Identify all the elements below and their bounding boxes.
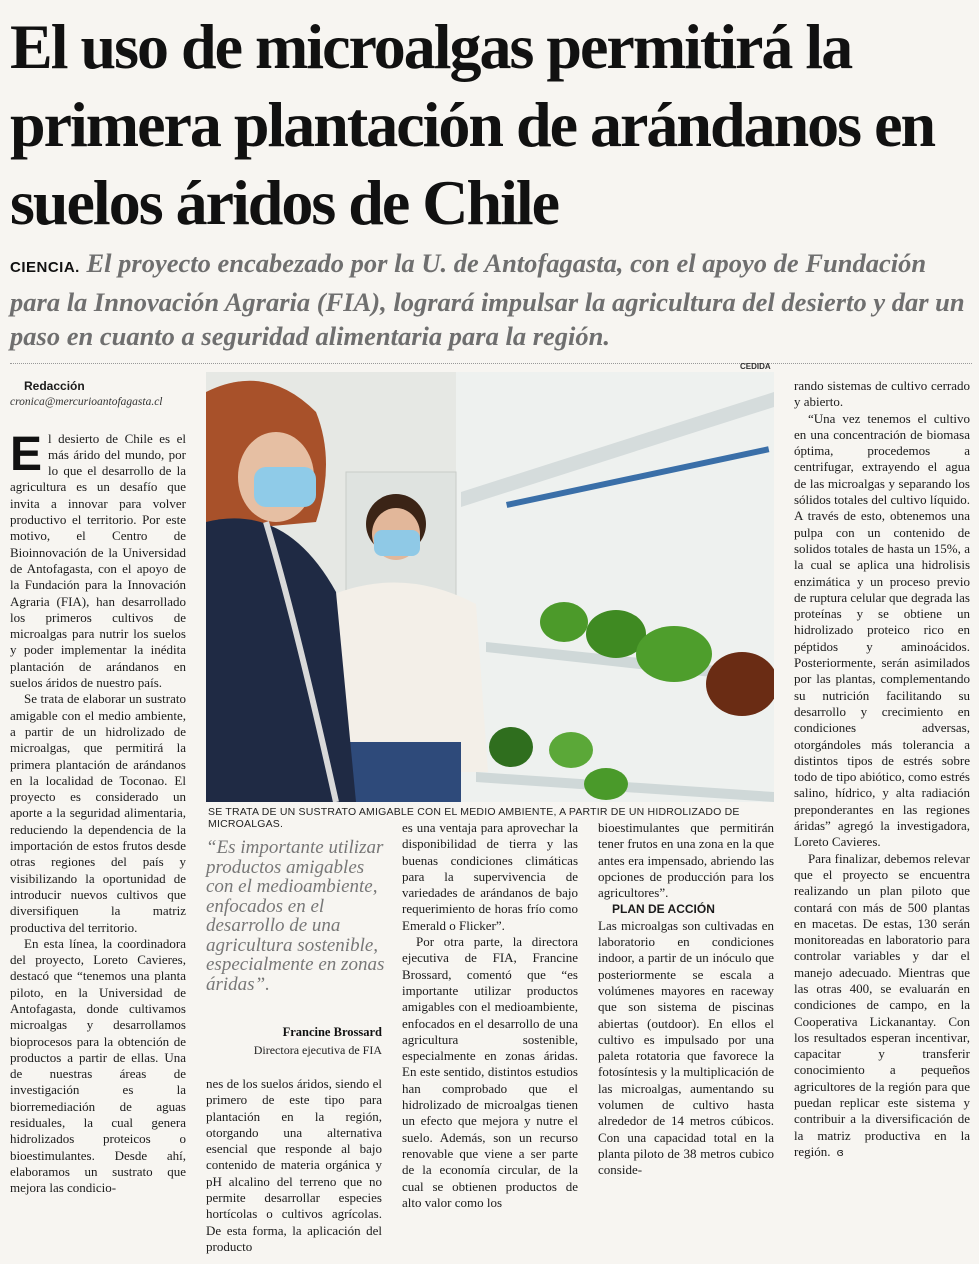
- paragraph: nes de los suelos áridos, siendo el primero de este tipo para plantación en la región, otorgando una alternativa esencial que responde al bajo contenido de materia orgánica y pH alcalino del terreno que no permite desarrollar especies hortícolas o cultivos agrícolas. De esta forma, la aplicación del producto: [206, 1076, 382, 1254]
- drop-cap: E: [10, 427, 43, 481]
- column-3: [402, 820, 578, 1211]
- paragraph-text: Para finalizar, debemos relevar que el proyecto se encuentra realizando un plan piloto que contará con más de 500 plantas en macetas. De estas, 130 serán monitoreadas en laboratorio para controlar variables y dar el manejo adecuado. Mientras que las otras 400, se evaluarán en condiciones de campo, en la Cooperativa Lickanantay. Con los resultados esperan incentivar, capacitar y transferir conocimiento a pequeños agricultores de la región para que puedan replicar este sistema y contribuir a la diversificación de la matriz productiva en la región.: [794, 850, 970, 1159]
- column-4: [598, 820, 774, 1179]
- pull-quote: “Es importante utilizar productos amigables con el medioambiente, enfocados en el desarrollo de una agricultura sostenible, especialmente en zonas áridas”.: [206, 837, 385, 995]
- paragraph-text: l desierto de Chile es el más árido del mundo, por lo que el desarrollo de la agricultura es un desafío que invita a innovar para volver productivo el territorio. Por este motivo, el Centro de Bioinnovación de la Universidad de Antofagasta, con el apoyo de la Fundación para la Innovación Agraria (FIA), han desarrollado los primeros cultivos de microalgas para nutrir los suelos y poder implementar la inédita plantación de arándanos en suelos áridos de nuestro país.: [10, 430, 186, 691]
- byline-author: Redacción: [24, 379, 85, 393]
- paragraph: es una ventaja para aprovechar la disponibilidad de tierra y las buenas condiciones climáticas para la supervivencia de variedades de arándanos de bajo requerimiento de horas frío como Emerald o Flicker”.: [402, 820, 578, 933]
- paragraph: “Una vez tenemos el cultivo en una concentración de biomasa óptima, procedemos a centrifugar, extrayendo el agua de las microalgas y separando los sólidos totales del cultivo líquido. A través de esto, obtenemos una pulpa con un contenido de solidos totales de hasta un 15%, a la cual se aplica una hidrolisis enzimática y un proceso previo de ruptura celular que degrada las proteínas y se obtiene un hidrolizado proteico rico en péptidos y aminoácidos. Posteriormente, serán asimilados por las plantas, complementando su nutrición facilitando su desarrollo y crecimiento en condiciones adversas, otorgándoles más tolerancia a distintos tipos de estrés sobre todo de tipo abiótico, como estrés salino, hídrico, y alta radiación preponderantes en las regiones áridas” agregó la investigadora, Loreto Cavieres.: [794, 410, 970, 850]
- section-kicker: CIENCIA.: [10, 259, 80, 276]
- paragraph: Por otra parte, la directora ejecutiva de FIA, Francine Brossard, comentó que “es importante utilizar productos amigables con el medioambiente, enfocados en el desarrollo de una agricultura sostenible, especialmente en zonas áridas. En este sentido, distintos estudios han comprobado que el hidrolizado de microalgas tienen un efecto que mejora y nutre el suelo. Además, son un recurso renovable que viene a ser parte de la economía circular, de la cual se obtienen productos de alto valor como los: [402, 934, 578, 1210]
- pull-quote-role: Directora ejecutiva de FIA: [253, 1043, 382, 1057]
- deck-text: El proyecto encabezado por la U. de Antofagasta, con el apoyo de Fundación para la Innovación Agraria (FIA), logrará impulsar la agricultura del desierto y dar un paso en cuanto a seguridad alimentaria para la región.: [10, 248, 965, 351]
- deck: [10, 246, 970, 353]
- column-1: [10, 378, 186, 1197]
- pull-quote-author: Francine Brossard: [282, 1025, 382, 1039]
- end-mark-icon: ɞ: [836, 1145, 844, 1159]
- subheading: PLAN DE ACCIÓN: [612, 902, 715, 917]
- column-5: [794, 378, 970, 1161]
- paragraph: [794, 851, 970, 1162]
- lab-scene-illustration: [206, 372, 774, 802]
- byline-email: cronica@mercurioantofagasta.cl: [10, 396, 163, 409]
- paragraph: En esta línea, la coordinadora del proyecto, Loreto Cavieres, destacó que “tenemos una planta piloto, en la Universidad de Antofagasta, donde cultivamos microalgas y desarrollamos bioprocesos para la obtención de productos a partir de ellas. Una de nuestras áreas de investigación es la biorremediación de aguas residuales, la cual genera hidrolizados proteicos o bioestimulantes. Desde ahí, elaboramos un sustrato que mejora las condicio-: [10, 935, 186, 1196]
- headline: El uso de microalgas permitirá la primera plantación de arándanos en suelos áridos de Chile: [10, 11, 935, 238]
- paragraph: rando sistemas de cultivo cerrado y abierto.: [794, 378, 970, 410]
- column-2: [206, 1076, 382, 1255]
- paragraph: Se trata de elaborar un sustrato amigable con el medio ambiente, a partir de un hidrolizado de microalgas, que permitirá la primera plantación de arándanos en la localidad de Toconao. El proyecto es considerado un aporte a la seguridad alimentaria, reduciendo la dependencia de la importación de estos frutos desde otras regiones del país y visibilizando la oportunidad de introducir nuevos cultivos que diversifiquen la matriz productiva del territorio.: [10, 691, 186, 935]
- paragraph: [10, 427, 186, 692]
- article-photo: [206, 372, 774, 802]
- photo-credit: CEDIDA: [740, 362, 771, 371]
- section-divider: [10, 363, 972, 364]
- paragraph: bioestimulantes que permitirán tener frutos en una zona en la que antes era impensado, abriendo las opciones de producción para los agricultores”.: [598, 820, 774, 901]
- photo-caption: SE TRATA DE UN SUSTRATO AMIGABLE CON EL MEDIO AMBIENTE, A PARTIR DE UN HIDROLIZADO DE MICROALGAS.: [208, 806, 740, 830]
- paragraph: Las microalgas son cultivadas en laboratorio en condiciones indoor, a partir de un inóculo que posteriormente se escala a volúmenes mayores en raceway que son sistema de piscinas abiertas (outdoor). En ellos el cultivo es impulsado por una paleta rotatoria que favorece la fotosíntesis y la multiplicación de las microalgas, aumentando su volumen de cultivo hasta alrededor de 14 metros cúbicos. Con una capacidad total en la planta piloto de 38 metros cubico conside-: [598, 917, 774, 1178]
